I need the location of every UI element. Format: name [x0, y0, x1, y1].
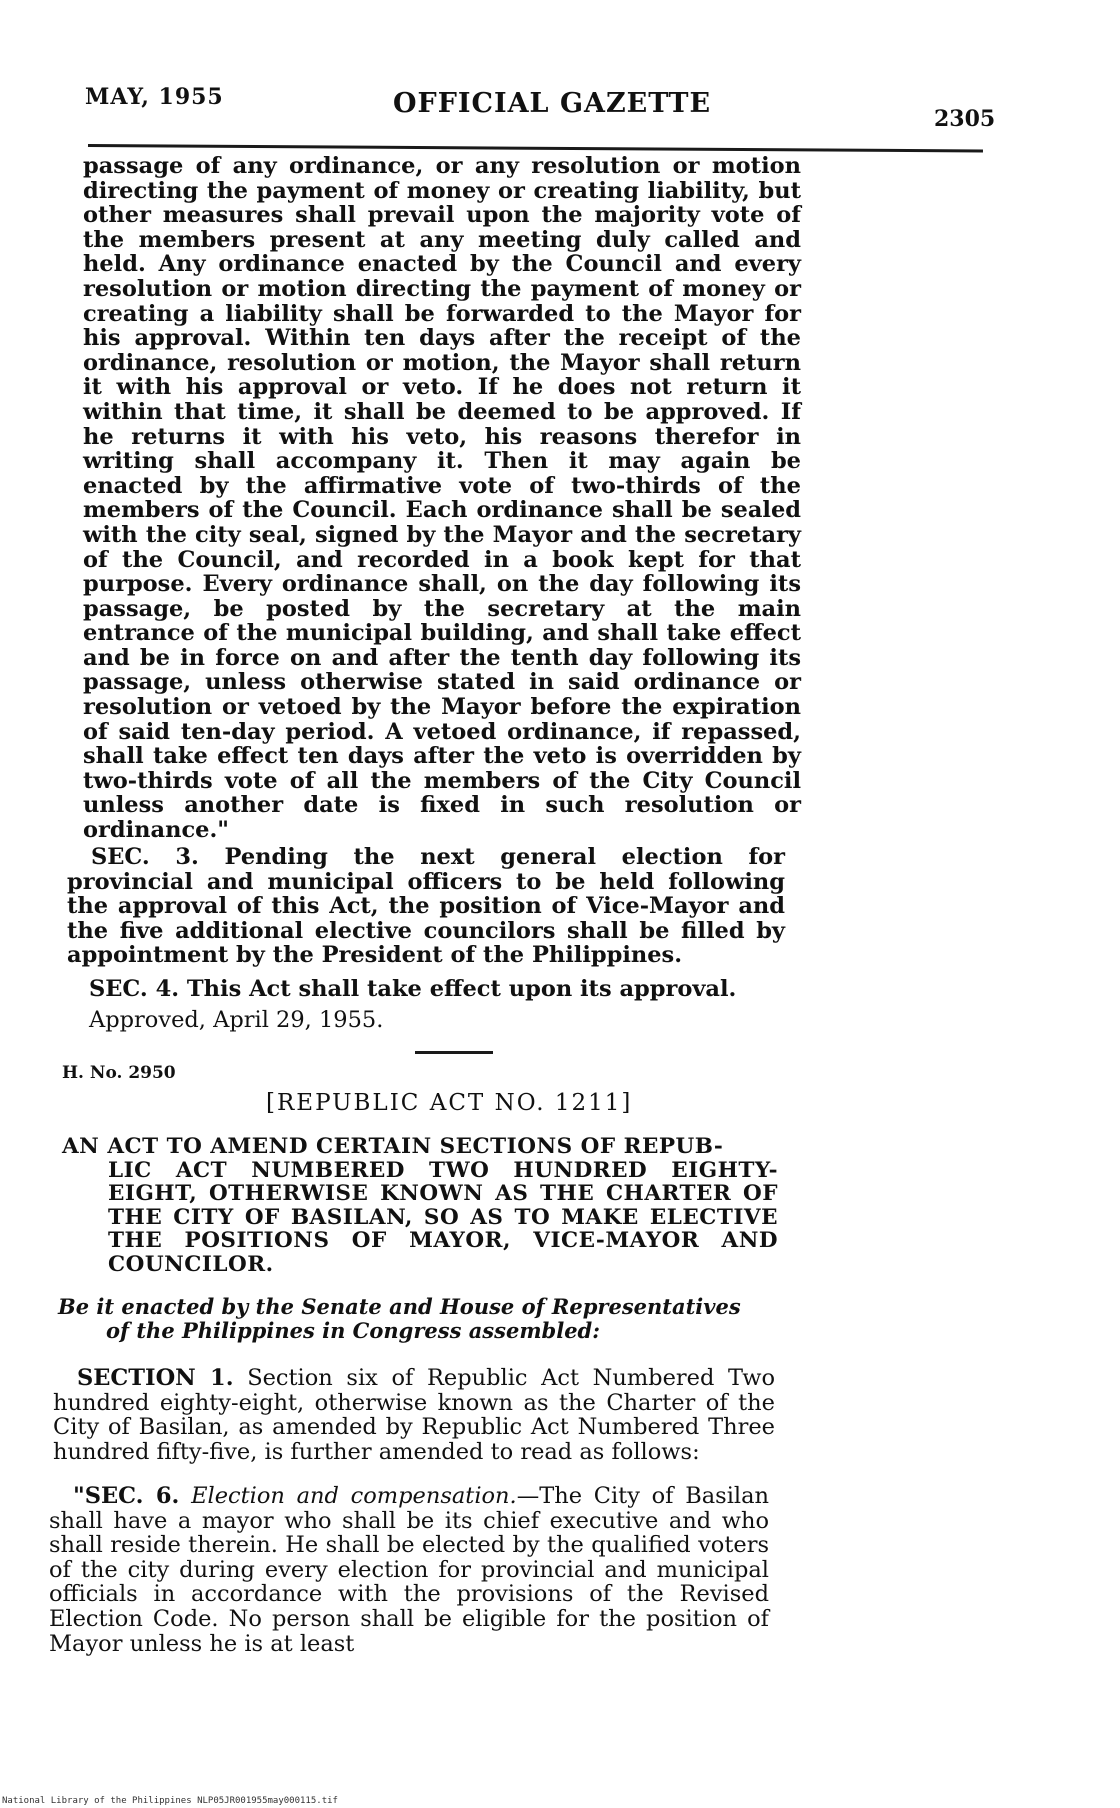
act-title-continuation: LIC ACT NUMBERED TWO HUNDRED EIGHTY-EIGHT, OTHERWISE KNOWN AS THE CHARTER OF THE CITY OF BASILAN, SO AS TO MAKE ELECTIVE THE POSITIONS OF MAYOR, VICE-MAYOR AND COUNCILOR.: [108, 1157, 778, 1277]
header-rule: [88, 144, 983, 152]
bill-number: H. No. 2950: [62, 1063, 176, 1083]
section-1-text: Section six of Republic Act Numbered Two hundred eighty-eight, otherwise known as the Charter of the City of Basilan, as amended by Republic Act Numbered Three hundred fifty-five, is further amended to read as follows:: [53, 1365, 776, 1465]
section-3-paragraph: [67, 845, 785, 968]
section-divider: [415, 1051, 493, 1054]
section-1-label: SECTION 1.: [77, 1365, 234, 1391]
scan-source-footer: National Library of the Philippines NLP05JR001955may000115.tif: [2, 1796, 338, 1806]
paragraph-text: passage of any ordinance, or any resolution or motion directing the payment of money or creating liability, but other measures shall prevail upon the majority vote of the members present at any meeting duly called and held. Any ordinance enacted by the Council and every resolution or motion directing the payment of money or creating a liability shall be forwarded to the Mayor for his approval. Within ten days after the receipt of the ordinance, resolution or motion, the Mayor shall return it with his approval or veto. If he does not return it within that time, it shall be deemed to be approved. If he returns it with his veto, his reasons therefor in writing shall accompany it. Then it may again be enacted by the affirmative vote of two-thirds of the members of the Council. Each ordinance shall be sealed with the city seal, signed by the Mayor and the secretary of the Council, and recorded in a book kept for that purpose. Every ordinance shall, on the day following its passage, be posted by the secretary at the main entrance of the municipal building, and shall take effect and be in force on and after the tenth day following its passage, unless otherwise stated in said ordinance or resolution or vetoed by the Mayor before the expiration of said ten-day period. A vetoed ordinance, if repassed, shall take effect ten days after the veto is overridden by two-thirds vote of all the members of the City Council unless another date is fixed in such resolution or ordinance.": [83, 153, 801, 844]
act-title-first-line: AN ACT TO AMEND CERTAIN SECTIONS OF REPUB-: [62, 1134, 724, 1159]
approval-text: Approved, April 29, 1955.: [89, 1007, 384, 1033]
section-6-text: —The City of Basilan shall have a mayor who shall be its chief executive and who shall reside therein. He shall be elected by the qualified voters of the city during every election for provincial and municipal officials in accordance with the provisions of the Revised Election Code. No person shall be eligible for the position of Mayor unless he is at least: [49, 1483, 770, 1657]
enacting-clause-line-1: Be it enacted by the Senate and House of Representatives: [58, 1294, 741, 1319]
enacting-clause-line-2: of the Philippines in Congress assembled:: [106, 1318, 600, 1343]
ordinance-paragraph: [83, 154, 801, 843]
section-3-label: SEC. 3.: [91, 844, 199, 870]
section-1-paragraph: [53, 1366, 775, 1464]
header-date: MAY, 1955: [85, 84, 224, 110]
section-6-heading: Election and compensation.: [191, 1483, 517, 1509]
header-publication-title: OFFICIAL GAZETTE: [393, 88, 712, 119]
section-4-label: SEC. 4.: [89, 976, 180, 1002]
section-6-label: "SEC. 6.: [73, 1483, 180, 1509]
enacting-clause: [58, 1295, 780, 1343]
section-3-text: Pending the next general election for provincial and municipal officers to be held following the approval of this Act, the position of Vice-Mayor and the five additional elective councilors shall be filled by appointment by the President of the Philippines.: [67, 844, 785, 969]
section-4-text: This Act shall take effect upon its approval.: [186, 976, 737, 1002]
republic-act-number: [REPUBLIC ACT NO. 1211]: [266, 1090, 633, 1116]
act-title: [62, 1135, 778, 1276]
section-4-paragraph: [89, 977, 807, 1002]
header-page-number: 2305: [934, 106, 996, 132]
approval-line: [89, 1008, 807, 1033]
section-6-paragraph: [49, 1484, 769, 1656]
